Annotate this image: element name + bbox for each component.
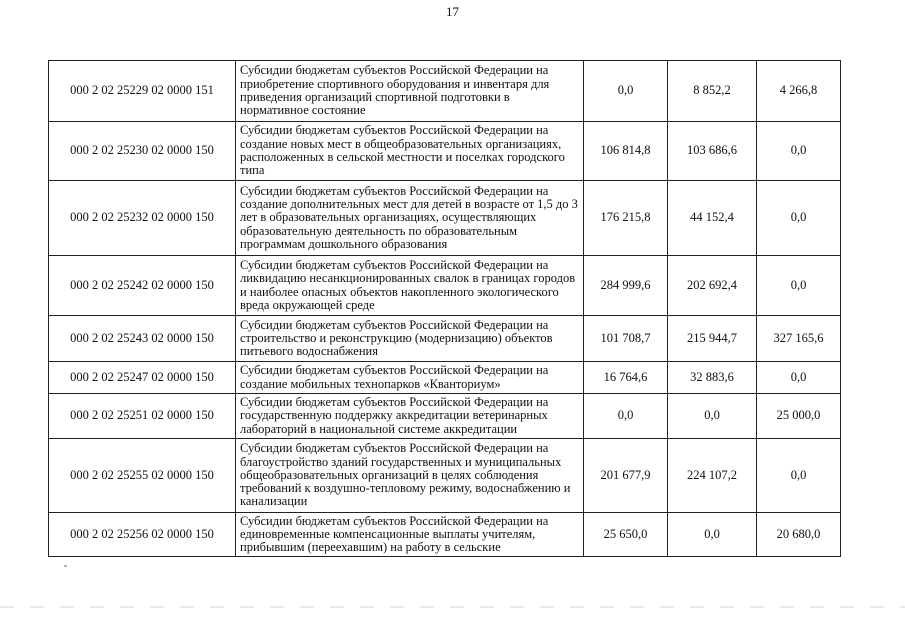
row-value-3: 0,0	[757, 362, 841, 394]
row-description: Субсидии бюджетам субъектов Российской Федерации на создание дополнительных мест для детей в возрасте от 1,5 до 3 лет в образовательных организациях, осуществляющих образовательную деятельность по образовательным программам дошкольного образования	[236, 181, 584, 256]
row-value-3: 20 680,0	[757, 513, 841, 557]
row-value-1: 284 999,6	[584, 256, 668, 316]
row-value-1: 201 677,9	[584, 439, 668, 513]
row-value-3: 0,0	[757, 256, 841, 316]
row-value-1: 106 814,8	[584, 122, 668, 181]
row-value-3: 0,0	[757, 181, 841, 256]
row-value-1: 0,0	[584, 61, 668, 122]
row-code: 000 2 02 25232 02 0000 150	[49, 181, 236, 256]
row-value-3: 0,0	[757, 122, 841, 181]
row-value-3: 0,0	[757, 439, 841, 513]
row-description: Субсидии бюджетам субъектов Российской Федерации на создание новых мест в общеобразовательных организациях, расположенных в сельской местности и поселках городского типа	[236, 122, 584, 181]
row-value-2: 8 852,2	[668, 61, 757, 122]
row-code: 000 2 02 25230 02 0000 150	[49, 122, 236, 181]
row-description: Субсидии бюджетам субъектов Российской Федерации на государственную поддержку аккредитации ветеринарных лабораторий в национальной системе аккредитации	[236, 394, 584, 439]
row-value-2: 215 944,7	[668, 316, 757, 362]
table-row	[49, 181, 841, 256]
row-code: 000 2 02 25251 02 0000 150	[49, 394, 236, 439]
row-code: 000 2 02 25255 02 0000 150	[49, 439, 236, 513]
table-row	[49, 362, 841, 394]
row-value-3: 4 266,8	[757, 61, 841, 122]
row-description: Субсидии бюджетам субъектов Российской Федерации на приобретение спортивного оборудования и инвентаря для приведения организаций спортивной подготовки в нормативное состояние	[236, 61, 584, 122]
row-value-1: 25 650,0	[584, 513, 668, 557]
row-value-1: 176 215,8	[584, 181, 668, 256]
row-code: 000 2 02 25247 02 0000 150	[49, 362, 236, 394]
row-description: Субсидии бюджетам субъектов Российской Федерации на ликвидацию несанкционированных свалок в границах городов и наиболее опасных объектов накопленного экологического вреда окружающей среде	[236, 256, 584, 316]
page-number: 17	[446, 4, 459, 19]
row-value-2: 0,0	[668, 394, 757, 439]
table-row	[49, 61, 841, 122]
row-value-2: 0,0	[668, 513, 757, 557]
row-description: Субсидии бюджетам субъектов Российской Федерации на единовременные компенсационные выплаты учителям, прибывшим (переехавшим) на работу в сельские	[236, 513, 584, 557]
table-row	[49, 439, 841, 513]
row-value-1: 0,0	[584, 394, 668, 439]
row-code: 000 2 02 25256 02 0000 150	[49, 513, 236, 557]
row-value-2: 32 883,6	[668, 362, 757, 394]
row-value-3: 327 165,6	[757, 316, 841, 362]
table-row	[49, 316, 841, 362]
table-row	[49, 394, 841, 439]
row-description: Субсидии бюджетам субъектов Российской Федерации на благоустройство зданий государственных и муниципальных общеобразовательных организаций в целях соблюдения требований к воздушно-тепловому режиму, водоснабжению и канализации	[236, 439, 584, 513]
table-row	[49, 122, 841, 181]
row-value-2: 103 686,6	[668, 122, 757, 181]
row-value-2: 224 107,2	[668, 439, 757, 513]
row-value-3: 25 000,0	[757, 394, 841, 439]
row-code: 000 2 02 25229 02 0000 151	[49, 61, 236, 122]
row-value-2: 202 692,4	[668, 256, 757, 316]
scan-noise	[0, 606, 905, 608]
row-value-1: 16 764,6	[584, 362, 668, 394]
row-description: Субсидии бюджетам субъектов Российской Федерации на строительство и реконструкцию (модернизацию) объектов питьевого водоснабжения	[236, 316, 584, 362]
row-code: 000 2 02 25242 02 0000 150	[49, 256, 236, 316]
table-row	[49, 256, 841, 316]
row-code: 000 2 02 25243 02 0000 150	[49, 316, 236, 362]
table-row	[49, 513, 841, 557]
scan-speck	[64, 565, 67, 567]
row-description: Субсидии бюджетам субъектов Российской Федерации на создание мобильных технопарков «Кванториум»	[236, 362, 584, 394]
row-value-1: 101 708,7	[584, 316, 668, 362]
row-value-2: 44 152,4	[668, 181, 757, 256]
budget-table	[48, 60, 841, 557]
